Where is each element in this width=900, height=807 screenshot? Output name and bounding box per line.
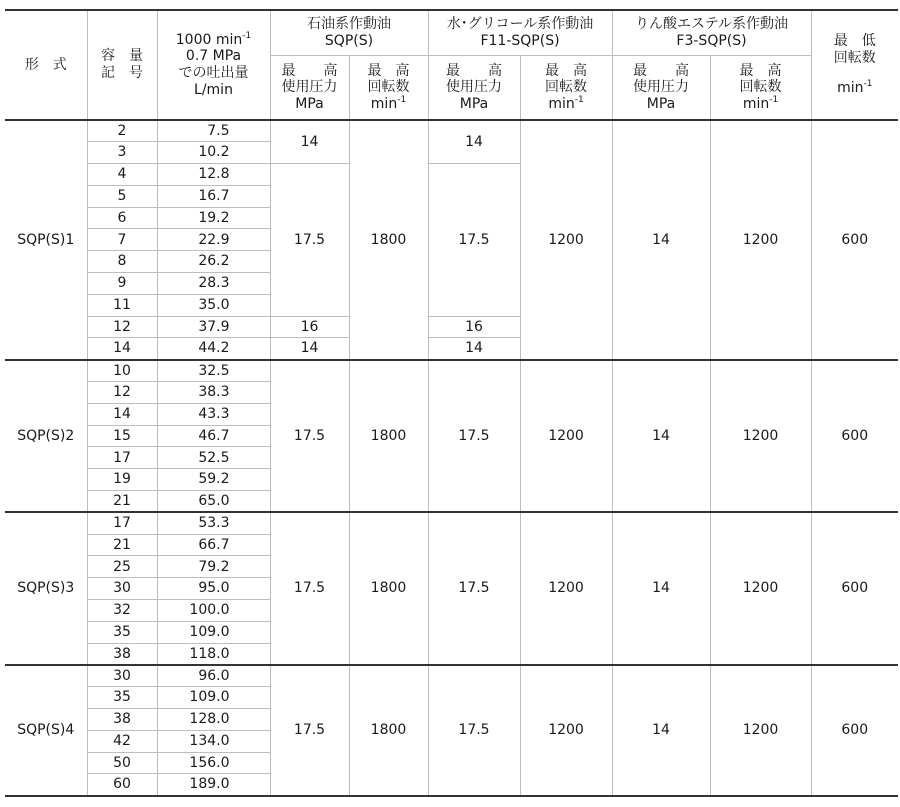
capacity-code: 5: [87, 185, 157, 207]
flow-value: 38.3: [157, 382, 270, 404]
phosphate-pressure-header: [612, 56, 710, 121]
flow-value: 96.0: [157, 665, 270, 687]
flow-value: 19.2: [157, 207, 270, 229]
capacity-header-line-2: 記 号: [101, 65, 143, 81]
phosphate-speed-header-line-1: 最 高: [739, 62, 782, 79]
phosphate-group-header: [612, 10, 811, 56]
oil-pressure-cell: 17.5: [270, 665, 349, 796]
oil-pressure-cell: 17.5: [270, 164, 349, 317]
glycol-pressure-cell: 17.5: [428, 360, 520, 513]
glycol-pressure-cell: 14: [428, 338, 520, 360]
oil-speed-cell: 1800: [349, 120, 428, 360]
flow-value: 128.0: [157, 709, 270, 731]
phosphate-pressure-cell: 14: [612, 120, 710, 360]
flow-value: 156.0: [157, 752, 270, 774]
series-1-body: [5, 120, 898, 360]
flow-value: 100.0: [157, 600, 270, 622]
glycol-pressure-header: [428, 56, 520, 121]
oil-pressure-header-line-1: 最 高: [281, 62, 338, 79]
capacity-code: 50: [87, 752, 157, 774]
capacity-code: 30: [87, 665, 157, 687]
min-speed-cell: 600: [811, 512, 898, 665]
form-cell: SQP(S)3: [5, 512, 87, 665]
flow-value: 7.5: [157, 120, 270, 142]
capacity-code: 60: [87, 774, 157, 796]
flow-value: 79.2: [157, 556, 270, 578]
min-speed-header-sup: -1: [863, 79, 873, 90]
phosphate-pressure-cell: 14: [612, 512, 710, 665]
phosphate-group-title: りん酸エステル系作動油: [635, 16, 789, 33]
flow-value: 28.3: [157, 273, 270, 295]
oil-speed-header-unit: min: [370, 95, 398, 112]
glycol-speed-header-line-2: 回転数: [545, 79, 587, 96]
capacity-code: 32: [87, 600, 157, 622]
glycol-speed-header-line-1: 最 高: [545, 62, 587, 79]
phosphate-speed-header-unit: min: [742, 95, 770, 112]
oil-pressure-cell: 17.5: [270, 512, 349, 665]
table-row: [5, 665, 898, 687]
phosphate-pressure-cell: 14: [612, 360, 710, 513]
oil-group-header: [270, 10, 428, 56]
glycol-pressure-cell: 16: [428, 316, 520, 338]
table-row: [5, 360, 898, 382]
phosphate-group-model: F3-SQP(S): [676, 33, 747, 49]
capacity-code: 15: [87, 425, 157, 447]
flow-header-line-4: L/min: [194, 81, 233, 98]
glycol-speed-cell: 1200: [520, 120, 612, 360]
table-header: [5, 10, 898, 120]
capacity-code: 9: [87, 273, 157, 295]
flow-value: 10.2: [157, 142, 270, 164]
flow-value: 189.0: [157, 774, 270, 796]
glycol-speed-header-unit: min: [548, 95, 575, 112]
capacity-code: 21: [87, 534, 157, 556]
capacity-header-line-1: 容 量: [101, 48, 143, 65]
flow-header-line-1: [158, 32, 270, 49]
capacity-code: 14: [87, 338, 157, 360]
capacity-code: 8: [87, 251, 157, 273]
oil-speed-header-line-1: 最 高: [367, 62, 410, 79]
flow-value: 59.2: [157, 469, 270, 491]
flow-header-line-2: 0.7 MPa: [185, 48, 242, 65]
oil-pressure-cell: 17.5: [270, 360, 349, 513]
glycol-pressure-cell: 17.5: [428, 512, 520, 665]
flow-header: [157, 10, 270, 120]
capacity-code: 38: [87, 643, 157, 665]
flow-value: 37.9: [157, 316, 270, 338]
capacity-code: 7: [87, 229, 157, 251]
series-3-body: [5, 512, 898, 665]
oil-speed-cell: 1800: [349, 665, 428, 796]
series-2-body: [5, 360, 898, 513]
capacity-code: 14: [87, 403, 157, 425]
capacity-code: 6: [87, 207, 157, 229]
flow-value: 16.7: [157, 185, 270, 207]
oil-speed-cell: 1800: [349, 360, 428, 513]
capacity-code: 19: [87, 469, 157, 491]
glycol-pressure-header-line-2: 使用圧力: [446, 79, 502, 96]
oil-group-model: SQP(S): [324, 33, 374, 49]
capacity-code: 30: [87, 578, 157, 600]
oil-pressure-header-unit: MPa: [295, 95, 324, 112]
phosphate-pressure-cell: 14: [612, 665, 710, 796]
oil-speed-header: [349, 56, 428, 121]
oil-speed-header-unit-line: [350, 96, 428, 113]
capacity-code: 4: [87, 164, 157, 186]
flow-header-unit: 1000 min: [175, 31, 243, 48]
form-header-label: 形 式: [24, 56, 67, 73]
glycol-group-header: [428, 10, 612, 56]
capacity-code: 12: [87, 382, 157, 404]
flow-value: 118.0: [157, 643, 270, 665]
flow-value: 66.7: [157, 534, 270, 556]
oil-pressure-cell: 16: [270, 316, 349, 338]
phosphate-speed-cell: 1200: [710, 120, 811, 360]
glycol-speed-header-unit-line: [521, 96, 612, 113]
oil-pressure-header-line-2: 使用圧力: [281, 79, 338, 96]
glycol-pressure-header-line-1: 最 高: [446, 62, 502, 79]
flow-value: 109.0: [157, 621, 270, 643]
flow-header-line-3: での吐出量: [178, 65, 249, 81]
flow-value: 53.3: [157, 512, 270, 534]
capacity-code: 11: [87, 294, 157, 316]
min-speed-header-line-1: 最 低: [833, 33, 876, 50]
oil-pressure-header: [270, 56, 349, 121]
flow-value: 12.8: [157, 164, 270, 186]
phosphate-speed-cell: 1200: [710, 512, 811, 665]
phosphate-speed-header: [710, 56, 811, 121]
flow-value: 65.0: [157, 491, 270, 513]
glycol-speed-header-sup: -1: [574, 94, 584, 105]
phosphate-speed-header-line-2: 回転数: [739, 79, 782, 96]
glycol-pressure-cell: 17.5: [428, 164, 520, 317]
form-cell: SQP(S)1: [5, 120, 87, 360]
min-speed-cell: 600: [811, 360, 898, 513]
flow-value: 22.9: [157, 229, 270, 251]
capacity-code: 35: [87, 621, 157, 643]
phosphate-speed-cell: 1200: [710, 360, 811, 513]
capacity-code: 2: [87, 120, 157, 142]
flow-value: 43.3: [157, 403, 270, 425]
flow-value: 109.0: [157, 687, 270, 709]
oil-speed-cell: 1800: [349, 512, 428, 665]
oil-pressure-cell: 14: [270, 338, 349, 360]
table-row: [5, 120, 898, 142]
min-speed-header-unit: min: [837, 80, 864, 97]
phosphate-speed-header-unit-line: [711, 96, 811, 113]
phosphate-speed-header-sup: -1: [769, 94, 779, 105]
oil-speed-header-sup: -1: [397, 94, 407, 105]
glycol-speed-cell: 1200: [520, 512, 612, 665]
table-row: [5, 512, 898, 534]
flow-header-sup: -1: [242, 30, 252, 41]
form-cell: SQP(S)2: [5, 360, 87, 513]
capacity-header: [87, 10, 157, 120]
capacity-code: 10: [87, 360, 157, 382]
glycol-pressure-header-unit: MPa: [459, 95, 489, 112]
min-speed-header-gap: [812, 66, 899, 80]
min-speed-header: [811, 10, 898, 120]
phosphate-speed-cell: 1200: [710, 665, 811, 796]
flow-value: 26.2: [157, 251, 270, 273]
flow-value: 46.7: [157, 425, 270, 447]
glycol-speed-header: [520, 56, 612, 121]
capacity-code: 21: [87, 491, 157, 513]
oil-speed-header-line-2: 回転数: [367, 79, 410, 96]
phosphate-pressure-header-line-1: 最 高: [633, 62, 690, 79]
oil-group-title: 石油系作動油: [307, 16, 391, 33]
capacity-code: 12: [87, 316, 157, 338]
min-speed-cell: 600: [811, 665, 898, 796]
flow-value: 44.2: [157, 338, 270, 360]
phosphate-pressure-header-line-2: 使用圧力: [633, 79, 690, 96]
glycol-group-title: 水･グリコール系作動油: [446, 16, 594, 33]
min-speed-cell: 600: [811, 120, 898, 360]
capacity-code: 42: [87, 730, 157, 752]
capacity-code: 3: [87, 142, 157, 164]
capacity-code: 38: [87, 709, 157, 731]
flow-value: 134.0: [157, 730, 270, 752]
flow-value: 95.0: [157, 578, 270, 600]
phosphate-pressure-header-unit: MPa: [646, 95, 676, 112]
min-speed-header-unit-line: [812, 80, 899, 97]
capacity-code: 25: [87, 556, 157, 578]
capacity-code: 35: [87, 687, 157, 709]
oil-pressure-cell: 14: [270, 120, 349, 164]
capacity-code: 17: [87, 447, 157, 469]
glycol-group-model: F11-SQP(S): [480, 33, 560, 49]
glycol-pressure-cell: 17.5: [428, 665, 520, 796]
form-header: [5, 10, 87, 120]
flow-value: 32.5: [157, 360, 270, 382]
flow-value: 52.5: [157, 447, 270, 469]
flow-value: 35.0: [157, 294, 270, 316]
min-speed-header-line-2: 回転数: [833, 49, 876, 66]
glycol-pressure-cell: 14: [428, 120, 520, 164]
glycol-speed-cell: 1200: [520, 360, 612, 513]
pump-spec-table: [5, 9, 898, 797]
series-4-body: [5, 665, 898, 796]
capacity-code: 17: [87, 512, 157, 534]
glycol-speed-cell: 1200: [520, 665, 612, 796]
form-cell: SQP(S)4: [5, 665, 87, 796]
